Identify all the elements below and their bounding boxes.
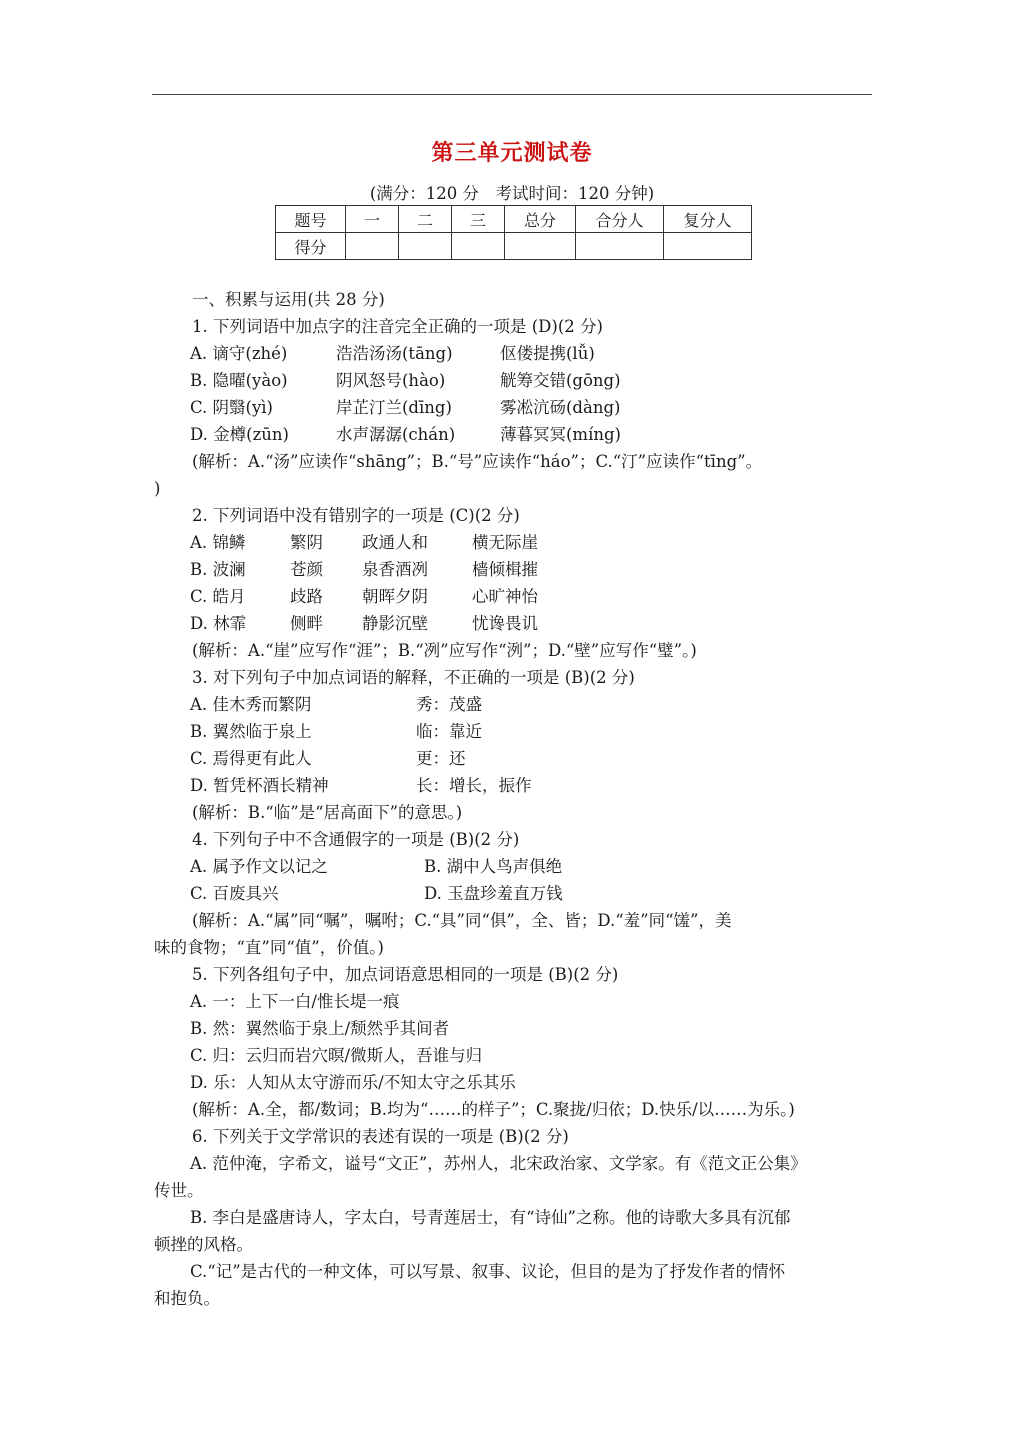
option-item: D. 玉盘珍羞直万钱	[424, 884, 563, 903]
option-item: 繁阴	[290, 533, 323, 552]
option-item: 侧畔	[290, 614, 323, 633]
option-item: A. 范仲淹，字希文，谥号“文正”，苏州人，北宋政治家、文学家。有《范文正公集》	[190, 1154, 807, 1173]
option-item: 水声潺潺(chán)	[336, 425, 456, 444]
question-stem: 3. 对下列句子中加点词语的解释，不正确的一项是 (B)(2 分)	[192, 668, 635, 687]
question-stem: 4. 下列句子中不含通假字的一项是 (B)(2 分)	[192, 830, 520, 849]
option-item: 顿挫的风格。	[154, 1235, 253, 1254]
option-item: 樯倾楫摧	[472, 560, 538, 579]
option-item: B. 然：翼然临于泉上/颓然乎其间者	[190, 1019, 450, 1038]
option-item: A. 佳木秀而繁阴	[190, 695, 312, 714]
header-cell: 三	[452, 206, 505, 233]
option-item: 横无际崖	[472, 533, 538, 552]
question-stem: 6. 下列关于文学常识的表述有误的一项是 (B)(2 分)	[192, 1127, 569, 1146]
header-cell: 一	[346, 206, 399, 233]
option-item: A. 锦鳞	[190, 533, 246, 552]
option-item: 和抱负。	[154, 1289, 220, 1308]
analysis-text: )	[154, 479, 161, 498]
option-item: 雾凇沆砀(dàng)	[500, 398, 621, 417]
option-item: B. 翼然临于泉上	[190, 722, 312, 741]
option-item: 长：增长，振作	[416, 776, 532, 795]
option-item: C. 焉得更有此人	[190, 749, 312, 768]
option-item: 泉香酒冽	[362, 560, 428, 579]
section-heading: 一、积累与运用(共 28 分)	[192, 290, 385, 309]
header-cell: 二	[399, 206, 452, 233]
exam-info: (满分：120 分 考试时间：120 分钟)	[369, 184, 655, 203]
header-cell: 复分人	[664, 206, 752, 233]
option-item: D. 林霏	[190, 614, 247, 633]
header-rule	[152, 94, 872, 95]
score-cell[interactable]	[452, 233, 505, 260]
score-table	[275, 205, 752, 260]
analysis-text: (解析：A.“崖”应写作“涯”；B.“冽”应写作“洌”；D.“壁”应写作“璧”。)	[192, 641, 697, 660]
option-item: 临：靠近	[416, 722, 482, 741]
option-item: 传世。	[154, 1181, 204, 1200]
score-cell[interactable]	[346, 233, 399, 260]
score-cell[interactable]	[664, 233, 752, 260]
option-item: D. 金樽(zūn)	[190, 425, 289, 444]
analysis-text: (解析：A.“汤”应读作“shāng”；B.“号”应读作“háo”；C.“汀”应读作“tīng”。	[192, 452, 763, 471]
question-stem: 2. 下列词语中没有错别字的一项是 (C)(2 分)	[192, 506, 520, 525]
option-item: 更：还	[416, 749, 466, 768]
option-item: 苍颜	[290, 560, 323, 579]
option-item: 心旷神怡	[472, 587, 538, 606]
option-item: B. 湖中人鸟声俱绝	[424, 857, 563, 876]
option-item: 秀：茂盛	[416, 695, 482, 714]
option-item: 忧谗畏讥	[472, 614, 538, 633]
option-item: 伛偻提携(lǚ)	[500, 344, 595, 363]
option-item: C. 归：云归而岩穴暝/微斯人，吾谁与归	[190, 1046, 483, 1065]
question-stem: 1. 下列词语中加点字的注音完全正确的一项是 (D)(2 分)	[192, 317, 603, 336]
option-item: 政通人和	[362, 533, 428, 552]
option-item: A. 属予作文以记之	[190, 857, 328, 876]
option-item: A. 谪守(zhé)	[190, 344, 288, 363]
page-title: 第三单元测试卷	[431, 140, 593, 166]
row-label-cell: 得分	[276, 233, 346, 260]
analysis-text: (解析：B.“临”是“居高面下”的意思。)	[192, 803, 463, 822]
option-item: 阴风怒号(hào)	[336, 371, 446, 390]
option-item: A. 一：上下一白/惟长堤一痕	[190, 992, 400, 1011]
option-item: 浩浩汤汤(tāng)	[336, 344, 453, 363]
option-item: B. 波澜	[190, 560, 246, 579]
option-item: 薄暮冥冥(míng)	[500, 425, 621, 444]
option-item: C. 阴翳(yì)	[190, 398, 273, 417]
score-table-score-row	[276, 233, 752, 260]
option-item: 岸芷汀兰(dīng)	[336, 398, 452, 417]
option-item: C. 百废具兴	[190, 884, 279, 903]
analysis-text: (解析：A.“属”同“嘱”，嘱咐；C.“具”同“俱”，全、皆；D.“羞”同“馐”，美	[192, 911, 732, 930]
option-item: D. 暂凭杯酒长精神	[190, 776, 329, 795]
option-item: 朝晖夕阴	[362, 587, 428, 606]
score-cell[interactable]	[505, 233, 576, 260]
option-item: B. 隐曜(yào)	[190, 371, 288, 390]
option-item: C. 皓月	[190, 587, 246, 606]
score-cell[interactable]	[576, 233, 664, 260]
option-item: 歧路	[290, 587, 323, 606]
score-cell[interactable]	[399, 233, 452, 260]
option-item: B. 李白是盛唐诗人，字太白，号青莲居士，有“诗仙”之称。他的诗歌大多具有沉郁	[190, 1208, 791, 1227]
question-stem: 5. 下列各组句子中，加点词语意思相同的一项是 (B)(2 分)	[192, 965, 619, 984]
option-item: C.“记”是古代的一种文体，可以写景、叙事、议论，但目的是为了抒发作者的情怀	[190, 1262, 786, 1281]
header-cell: 题号	[276, 206, 346, 233]
analysis-text: (解析：A.全，都/数词；B.均为“……的样子”；C.聚拢/归依；D.快乐/以……为乐。)	[192, 1100, 795, 1119]
option-item: 静影沉壁	[362, 614, 428, 633]
header-cell: 总分	[505, 206, 576, 233]
option-item: 觥筹交错(gōng)	[500, 371, 621, 390]
analysis-text: 味的食物；“直”同“值”，价值。)	[154, 938, 384, 957]
header-cell: 合分人	[576, 206, 664, 233]
score-table-header-row	[276, 206, 752, 233]
option-item: D. 乐：人知从太守游而乐/不知太守之乐其乐	[190, 1073, 516, 1092]
